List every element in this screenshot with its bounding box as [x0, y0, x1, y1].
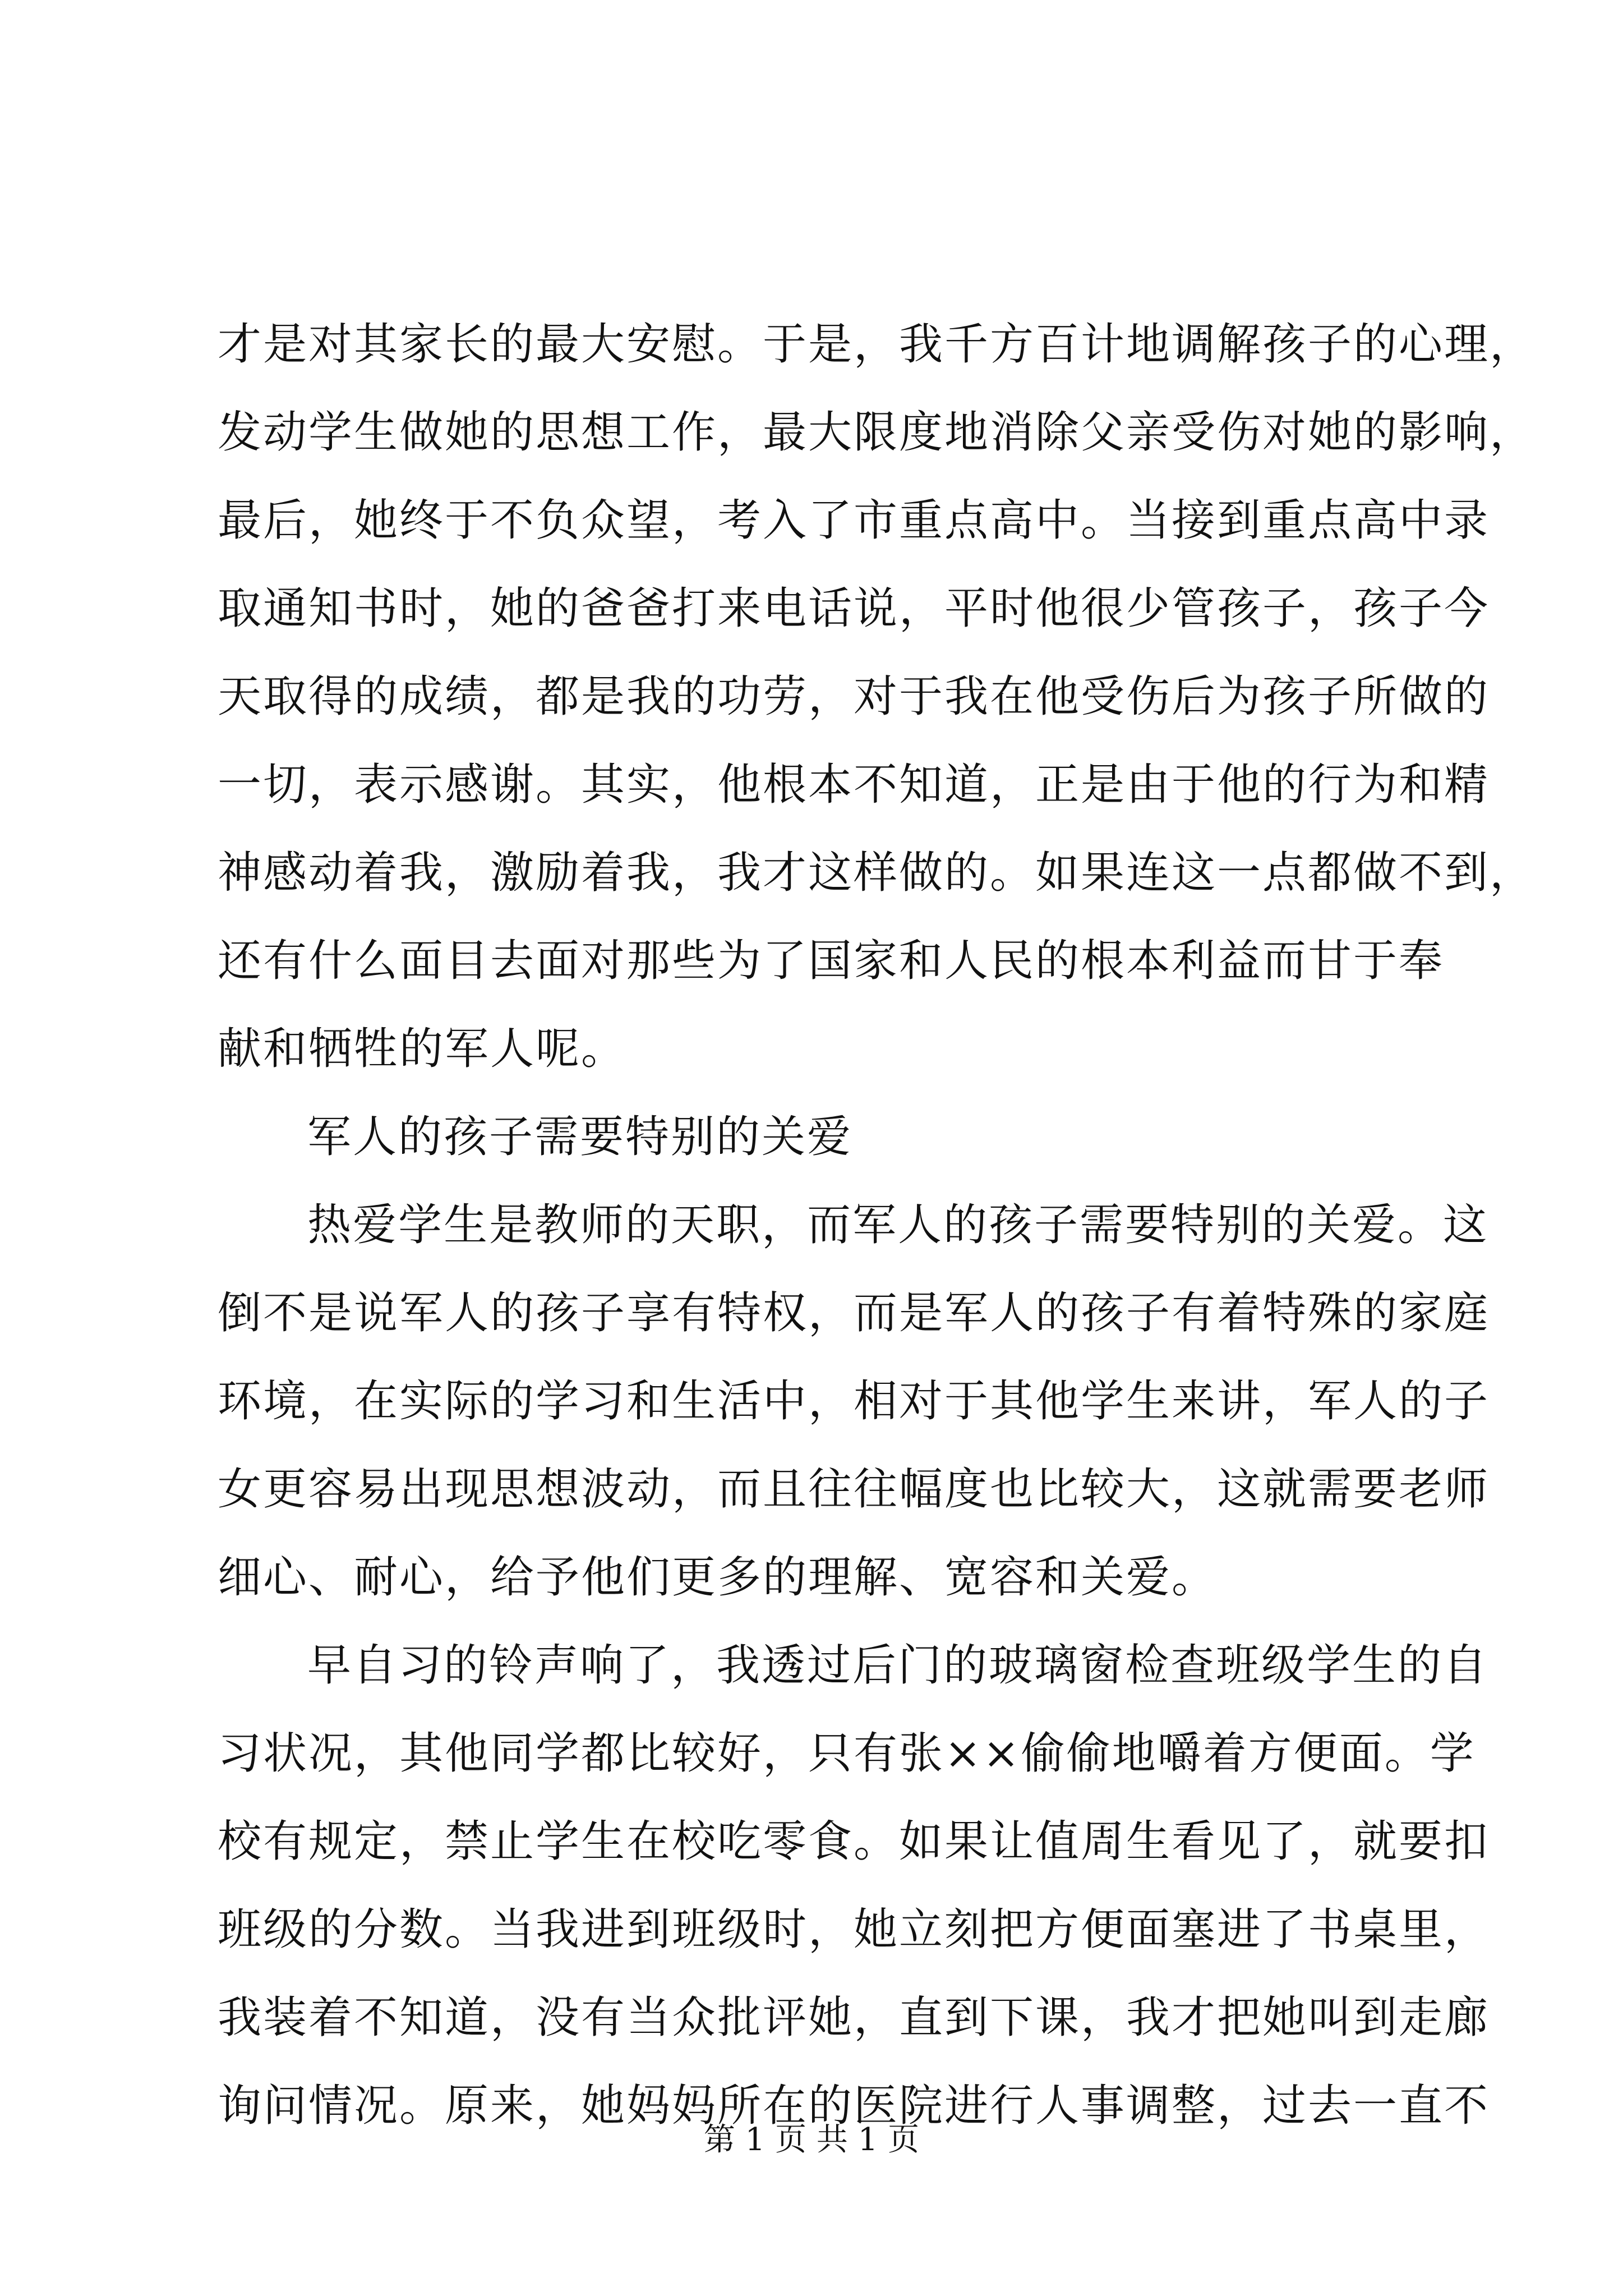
text-line: 校有规定，禁止学生在校吃零食。如果让值周生看见了，就要扣 [218, 1816, 1490, 1867]
text-line: 班级的分数。当我进到班级时，她立刻把方便面塞进了书桌里， [218, 1904, 1490, 1955]
text-line: 女更容易出现思想波动，而且往往幅度也比较大，这就需要老师 [218, 1464, 1490, 1515]
text-line: 我装着不知道，没有当众批评她，直到下课，我才把她叫到走廊 [218, 1993, 1490, 2043]
text-line: 还有什么面目去面对那些为了国家和人民的根本利益而甘于奉 [218, 936, 1445, 986]
paragraph-3 [218, 1622, 1491, 2150]
text-line: 天取得的成绩，都是我的功劳，对于我在他受伤后为孩子所做的 [218, 671, 1490, 722]
text-line: 习状况，其他同学都比较好，只有张××偷偷地嚼着方便面。学 [218, 1728, 1476, 1779]
text-line: 细心、耐心，给予他们更多的理解、宽容和关爱。 [218, 1552, 1218, 1603]
text-line: 一切，表示感谢。其实，他根本不知道，正是由于他的行为和精 [218, 760, 1490, 810]
text-line: 取通知书时，她的爸爸打来电话说，平时他很少管孩子，孩子今 [218, 583, 1490, 634]
text-line: 热爱学生是教师的天职，而军人的孩子需要特别的关爱。这 [307, 1200, 1489, 1250]
text-line: 最后，她终于不负众望，考入了市重点高中。当接到重点高中录 [218, 495, 1490, 546]
text-line: 神感动着我，激励着我，我才这样做的。如果连这一点都做不到， [218, 848, 1536, 898]
section-heading: 军人的孩子需要特别的关爱 [307, 1112, 853, 1162]
text-line: 早自习的铃声响了，我透过后门的玻璃窗检查班级学生的自 [307, 1640, 1489, 1691]
text-line: 才是对其家长的最大安慰。于是，我千方百计地调解孩子的心理， [218, 319, 1536, 370]
text-line: 询问情况。原来，她妈妈所在的医院进行人事调整，过去一直不 [218, 2081, 1490, 2131]
text-line: 献和牺牲的军人呢。 [218, 1024, 627, 1074]
page-number-footer: 第 1 页 共 1 页 [703, 2122, 920, 2158]
text-line: 环境，在实际的学习和生活中，相对于其他学生来讲，军人的子 [218, 1376, 1490, 1427]
text-line: 倒不是说军人的孩子享有特权，而是军人的孩子有着特殊的家庭 [218, 1288, 1490, 1338]
document-body [218, 301, 1536, 2150]
text-line: 发动学生做她的思想工作，最大限度地消除父亲受伤对她的影响， [218, 407, 1536, 458]
paragraph-1 [218, 301, 1536, 1093]
paragraph-2 [218, 1181, 1491, 1622]
